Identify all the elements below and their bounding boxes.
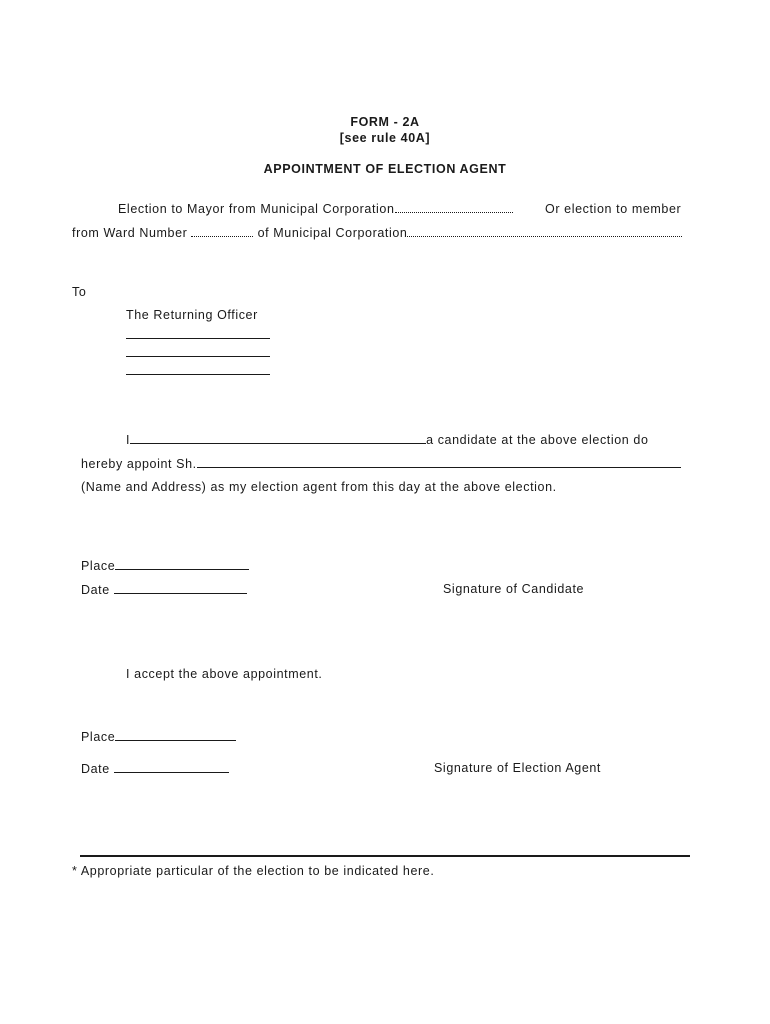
rule-reference: [see rule 40A]	[339, 131, 431, 145]
agent-place-label: Place	[81, 730, 116, 744]
election-mayor-label: Election to Mayor from Municipal Corporation	[118, 202, 395, 216]
municipal-corporation-field[interactable]	[407, 225, 682, 237]
agent-signature-label: Signature of Election Agent	[434, 761, 601, 775]
appoint-label: hereby appoint Sh.	[81, 457, 197, 471]
agent-place-field[interactable]	[115, 728, 236, 741]
candidate-date-row	[81, 581, 247, 598]
officer-address-line-3[interactable]	[126, 374, 270, 375]
agent-date-field[interactable]	[114, 760, 229, 773]
name-address-text: (Name and Address) as my election agent from this day at the above election.	[81, 480, 557, 494]
footnote-divider	[80, 855, 690, 857]
form-number: FORM - 2A	[350, 115, 420, 129]
acceptance-statement: I accept the above appointment.	[126, 667, 323, 681]
to-label: To	[72, 285, 87, 299]
footnote-text: * Appropriate particular of the election to be indicated here.	[72, 864, 435, 878]
candidate-place-label: Place	[81, 559, 116, 573]
candidate-text: a candidate at the above election do	[426, 433, 649, 447]
agent-date-label: Date	[81, 762, 110, 776]
officer-address-line-2[interactable]	[126, 356, 270, 357]
appointment-line-1	[126, 431, 649, 448]
ward-number-field[interactable]	[191, 225, 253, 237]
officer-address-line-1[interactable]	[126, 338, 270, 339]
ward-number-label: from Ward Number	[72, 226, 188, 240]
returning-officer-label: The Returning Officer	[126, 308, 258, 322]
i-label: I	[126, 433, 131, 447]
candidate-date-field[interactable]	[114, 581, 247, 594]
appointment-line-2	[81, 455, 681, 472]
election-line-1	[118, 201, 513, 217]
candidate-place-row	[81, 557, 249, 574]
agent-name-field[interactable]	[197, 455, 681, 468]
corporation-field[interactable]	[395, 201, 513, 213]
candidate-name-field[interactable]	[130, 431, 426, 444]
agent-place-row	[81, 728, 236, 745]
candidate-date-label: Date	[81, 583, 110, 597]
candidate-signature-label: Signature of Candidate	[443, 582, 585, 596]
election-line-2	[72, 225, 682, 241]
candidate-place-field[interactable]	[115, 557, 249, 570]
municipal-corporation-label: of Municipal Corporation	[257, 226, 408, 240]
agent-date-row	[81, 760, 229, 777]
election-member-label: Or election to member	[545, 202, 682, 216]
form-title: APPOINTMENT OF ELECTION AGENT	[263, 162, 507, 176]
